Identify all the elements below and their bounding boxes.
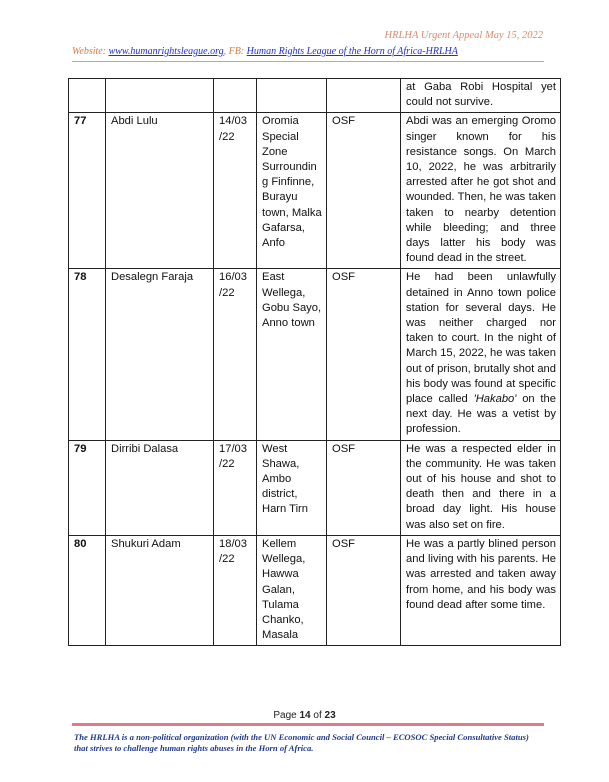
perpetrator-cell: [327, 79, 401, 113]
perpetrator-cell: OSF: [327, 269, 401, 440]
footer-divider: [72, 723, 544, 726]
description-cell: at Gaba Robi Hospital yet could not survive.: [401, 79, 561, 113]
perpetrator-cell: OSF: [327, 113, 401, 269]
page-current: 14: [299, 710, 311, 721]
place-name-emphasis: 'Hakabo': [473, 393, 517, 406]
description-text: He had been unlawfully detained in Anno town police station for several days. He was neither charged nor taken to court. In the night of March 15, 2022, he was taken out of prison, brutally shot and his body was found at specific place called: [406, 271, 556, 406]
num-cell: 79: [69, 440, 106, 535]
name-cell: [106, 79, 214, 113]
fb-label: FB:: [228, 46, 245, 57]
place-cell: West Shawa, Ambo district, Harn Tirn: [257, 440, 327, 535]
perpetrator-cell: OSF: [327, 440, 401, 535]
description-cell: He was a partly blined person and living with his parents. He was arrested and taken away from home, and his body was found dead after some time.: [401, 535, 561, 645]
facebook-link[interactable]: Human Rights League of the Horn of Africa-HRLHA: [246, 46, 458, 57]
place-cell: Oromia Special Zone Surroundin g Finfinne, Burayu town, Malka Gafarsa, Anfo: [257, 113, 327, 269]
header-links: Website: www.humanrightsleague.org, FB: Human Rights League of the Horn of Africa-HRLHA: [72, 46, 458, 57]
num-cell: 80: [69, 535, 106, 645]
website-link[interactable]: www.humanrightsleague.org: [108, 46, 224, 57]
description-cell: He was a respected elder in the community. He was taken out of his house and shot to death then and there in a broad day light. His house was also set on fire.: [401, 440, 561, 535]
page-total: 23: [324, 710, 336, 721]
date-cell: 18/03 /22: [214, 535, 257, 645]
table-row: [69, 79, 561, 113]
num-cell: 78: [69, 269, 106, 440]
page-prefix: Page: [273, 710, 297, 721]
perpetrator-cell: OSF: [327, 535, 401, 645]
page-number: [0, 710, 609, 721]
place-cell: Kellem Wellega, Hawwa Galan, Tulama Chanko, Masala: [257, 535, 327, 645]
num-cell: [69, 79, 106, 113]
description-cell: [401, 269, 561, 440]
footer-statement: The HRLHA is a non-political organization (with the UN Economic and Social Council – ECOSOC Special Consultative Status) that strives to challenge human rights abuses in the Horn of Africa.: [74, 732, 529, 753]
victims-table: [68, 78, 561, 646]
description-cell: Abdi was an emerging Oromo singer known for his resistance songs. On March 10, 2022, he was arbitrarily arrested after he got shot and wounded. Then, he was taken taken to nearby detention while bleeding; and three days latter his body was found dead in the street.: [401, 113, 561, 269]
website-label: Website:: [72, 46, 107, 57]
place-cell: [257, 79, 327, 113]
num-cell: 77: [69, 113, 106, 269]
date-cell: 17/03 /22: [214, 440, 257, 535]
name-cell: Desalegn Faraja: [106, 269, 214, 440]
date-cell: 14/03 /22: [214, 113, 257, 269]
table-row: [69, 535, 561, 645]
name-cell: Dirribi Dalasa: [106, 440, 214, 535]
table-row: [69, 269, 561, 440]
header-divider: [72, 61, 544, 62]
name-cell: Abdi Lulu: [106, 113, 214, 269]
page-of: of: [313, 710, 322, 721]
table-row: [69, 440, 561, 535]
date-cell: [214, 79, 257, 113]
place-cell: East Wellega, Gobu Sayo, Anno town: [257, 269, 327, 440]
description-text: on the next day. He was a vetist by profession.: [406, 393, 556, 436]
report-title: HRLHA Urgent Appeal May 15, 2022: [384, 30, 543, 41]
name-cell: Shukuri Adam: [106, 535, 214, 645]
date-cell: 16/03 /22: [214, 269, 257, 440]
table-row: [69, 113, 561, 269]
